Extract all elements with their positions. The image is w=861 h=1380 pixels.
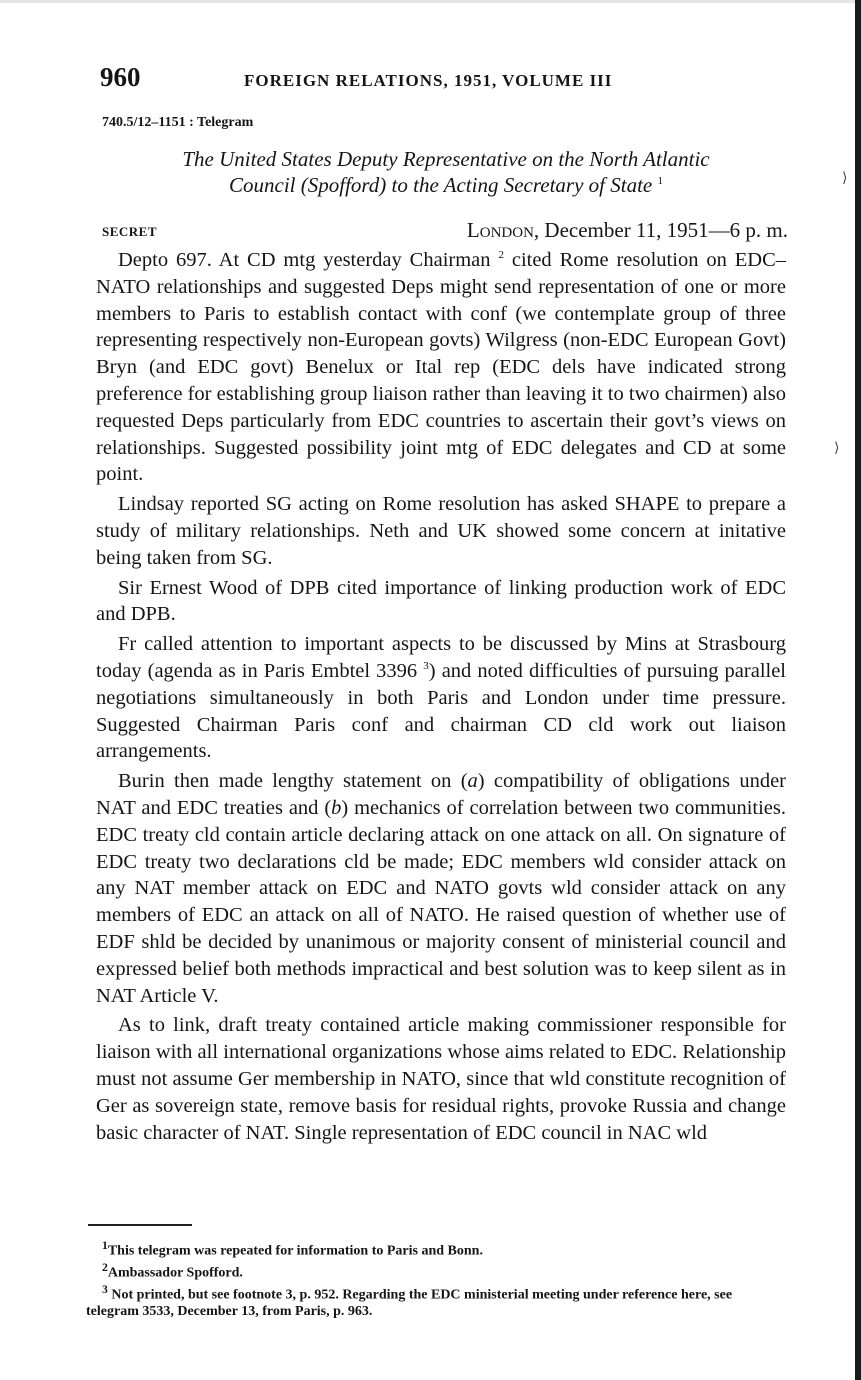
text-run: ) mechanics of correlation between two communities. EDC treaty cld contain article declaring attack on one attack on all. On signature of EDC treaty two declarations cld be made; EDC members wld consider attack on any NAT member attack on EDC and NATO govts wld consider attack on any members of EDC an attack on all of NATO. He raised question of whether use of EDF shld be decided by unanimous or majority consent of ministerial council and expressed belief both methods impractical and best solution was to keep silent as in NAT Article V. (96, 796, 786, 1007)
text-run: Fr called attention to important aspects to be discussed by Mins at Strasbourg today (agenda as in Paris Embtel 3396 (96, 633, 786, 682)
footnote-text: Ambassador Spofford. (107, 1265, 243, 1281)
place-and-date (467, 218, 788, 243)
dateline (102, 218, 788, 248)
page-header (100, 62, 790, 98)
text-run: ) and noted difficulties of pursuing parallel negotiations simultaneously in both Paris and London under time pressure. Suggested Chairman Paris conf and chairman CD cld work out liaison arrangements. (96, 659, 787, 763)
page-number: 960 (100, 62, 141, 92)
title-line-2 (96, 172, 796, 198)
text-run: Burin then made lengthy statement on ( (118, 770, 468, 793)
text-run: cited Rome resolution on EDC–NATO relationships and suggested Deps might send representation of one or more members to Paris to establish contact with conf (we contemplate group of three representing respectively non-European govts) Wilgress (non-EDC European Govt) Bryn (and EDC govt) Benelux or Ital rep (EDC dels have indicated strong preference for establishing group liaison rather than leaving it to two chairmen) also requested Deps particularly from EDC countries to ascertain their govt’s views on relationships. Suggested possibility joint mtg of EDC delegates and CD at some point. (96, 249, 787, 486)
paragraph (96, 768, 786, 1009)
italic-letter: a (467, 770, 478, 793)
footnote (86, 1238, 776, 1260)
paragraph (96, 631, 786, 765)
place: London, (466, 218, 540, 242)
scan-mark: ⟩ (834, 441, 840, 456)
footnote-ref: 2 (498, 249, 504, 262)
text-run: ) compatibility of obligations under NAT and EDC treaties and ( (96, 770, 786, 819)
telegram-body (96, 247, 786, 1149)
scan-right-edge (855, 0, 861, 1380)
footnote-mark: 1 (102, 1239, 108, 1252)
title-line-2-text: Council (Spofford) to the Acting Secretary of State (229, 173, 653, 197)
footnote-ref: 3 (423, 660, 429, 673)
running-title: FOREIGN RELATIONS, 1951, VOLUME III (244, 71, 613, 90)
paragraph (96, 247, 786, 488)
footnote-mark: 2 (102, 1261, 108, 1275)
footnote-text: Not printed, but see footnote 3, p. 952. Regarding the EDC ministerial meeting under reference here, see telegram 3533, December 13, from Paris, p. 963. (86, 1287, 733, 1320)
text-run: Depto 697. At CD mtg yesterday Chairman (118, 249, 491, 271)
paragraph: Lindsay reported SG acting on Rome resolution has asked SHAPE to prepare a study of military relationships. Neth and UK showed some concern at initative being taken from SG. (96, 493, 786, 569)
document-title (96, 146, 796, 198)
paragraph: As to link, draft treaty contained article making commissioner responsible for liaison with all international organizations whose aims related to EDC. Relationship must not assume Ger membership in NATO, since that wld constitute recognition of Ger as sovereign state, remove basis for residual rights, provoke Russia and change basic character of NAT. Single representation of EDC council in NAC wld (96, 1014, 786, 1144)
title-footnote-ref: 1 (657, 175, 663, 187)
footnotes (86, 1238, 776, 1321)
classification: SECRET (102, 224, 158, 239)
paragraph: Sir Ernest Wood of DPB cited importance of linking production work of EDC and DPB. (96, 576, 786, 626)
footnote-text: This telegram was repeated for information to Paris and Bonn. (107, 1243, 483, 1259)
scan-top-edge (0, 0, 861, 3)
footnote (86, 1260, 776, 1282)
footnote-mark: 3 (102, 1283, 108, 1297)
italic-letter: b (331, 796, 342, 819)
document-reference: 740.5/12–1151 : Telegram (102, 115, 254, 130)
date: December 11, 1951—6 p. m. (544, 218, 788, 242)
scan-mark: ⟩ (842, 171, 848, 186)
title-line-1: The United States Deputy Representative on the North Atlantic (182, 147, 710, 171)
footnote-rule (88, 1224, 192, 1226)
footnote (86, 1282, 776, 1321)
